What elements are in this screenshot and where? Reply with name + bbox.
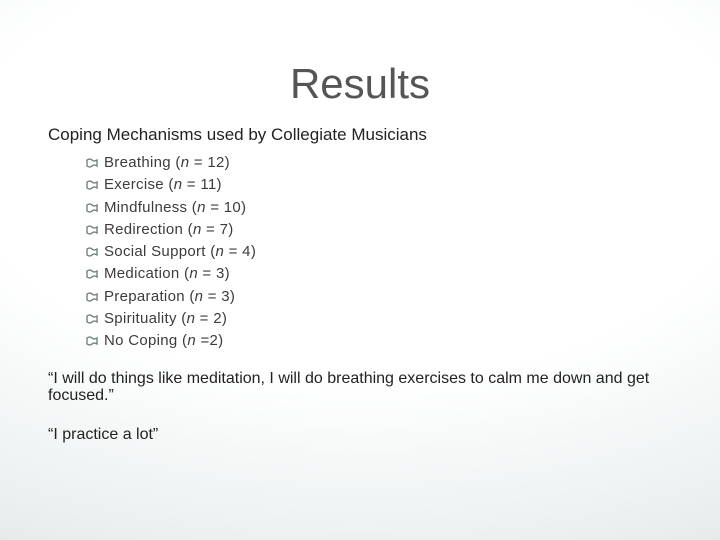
wavy-ribbon-icon bbox=[86, 247, 98, 257]
item-var: n bbox=[215, 243, 225, 261]
wavy-ribbon-icon bbox=[86, 180, 98, 190]
wavy-ribbon-icon bbox=[86, 292, 98, 302]
wavy-ribbon-icon bbox=[86, 225, 98, 235]
list-item bbox=[86, 241, 688, 263]
list-item bbox=[86, 263, 688, 285]
item-value: = 11) bbox=[182, 176, 222, 194]
item-value: = 12) bbox=[189, 154, 230, 171]
wavy-ribbon-icon bbox=[86, 203, 98, 213]
slide-content bbox=[48, 124, 688, 353]
slide-title bbox=[0, 60, 720, 108]
item-label: Spirituality ( bbox=[104, 310, 187, 328]
item-value: = 10) bbox=[205, 198, 247, 216]
item-var: n bbox=[187, 332, 196, 350]
item-var: n bbox=[197, 198, 206, 216]
item-var: n bbox=[194, 287, 204, 305]
section-heading: Coping Mechanisms used by Collegiate Musicians bbox=[48, 125, 427, 144]
item-label: Social Support ( bbox=[104, 243, 216, 261]
item-label: Exercise ( bbox=[104, 176, 174, 194]
slide-title-text: Results bbox=[289, 60, 431, 107]
item-var: n bbox=[186, 310, 196, 328]
wavy-ribbon-icon bbox=[86, 158, 98, 168]
list-item bbox=[86, 152, 688, 174]
wavy-ribbon-icon bbox=[86, 269, 98, 279]
item-label: Mindfulness ( bbox=[104, 198, 198, 216]
item-var: n bbox=[173, 176, 183, 194]
item-value: = 2) bbox=[195, 310, 228, 328]
item-value: = 3) bbox=[203, 287, 236, 305]
list-item bbox=[86, 308, 688, 330]
item-label: Breathing ( bbox=[104, 154, 181, 171]
item-var: n bbox=[192, 220, 202, 238]
item-value: = 3) bbox=[197, 265, 230, 283]
item-var: n bbox=[180, 154, 190, 171]
item-label: Redirection ( bbox=[104, 220, 193, 238]
list-item bbox=[86, 219, 688, 241]
wavy-ribbon-icon bbox=[86, 314, 98, 324]
quote-meditation: “I will do things like meditation, I will do breathing exercises to calm me down and get focused.” bbox=[48, 370, 650, 404]
quote-practice: “I practice a lot” bbox=[48, 426, 159, 443]
coping-list bbox=[48, 152, 688, 353]
item-value: = 7) bbox=[201, 220, 234, 238]
item-label: No Coping ( bbox=[104, 332, 188, 350]
item-label: Preparation ( bbox=[104, 287, 195, 305]
list-item bbox=[86, 174, 688, 196]
item-var: n bbox=[189, 265, 198, 283]
wavy-ribbon-icon bbox=[86, 336, 98, 346]
item-label: Medication ( bbox=[104, 265, 190, 283]
list-item bbox=[86, 197, 688, 219]
item-value: = 4) bbox=[224, 243, 257, 261]
list-item bbox=[86, 330, 688, 352]
list-item bbox=[86, 286, 688, 308]
item-value: =2) bbox=[196, 332, 224, 350]
